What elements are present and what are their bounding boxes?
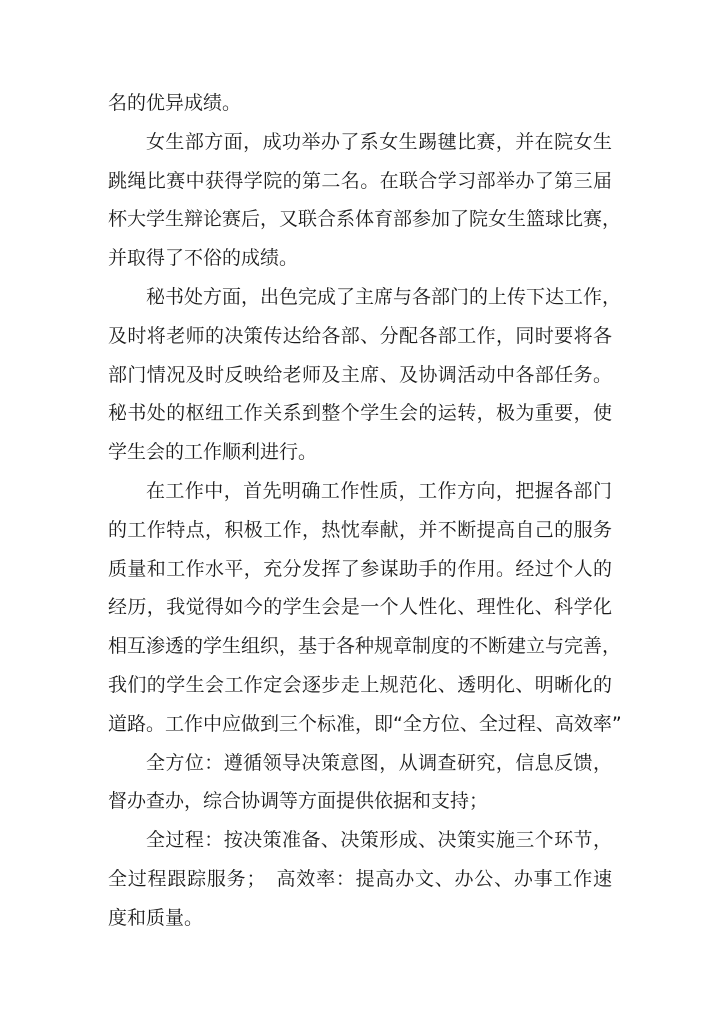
text-line: 女生部方面，成功举办了系女生踢毽比赛，并在院女生 — [146, 130, 612, 153]
document-body — [108, 84, 622, 938]
text-line: 度和质量。 — [108, 906, 204, 929]
text-line: 秘书处的枢纽工作关系到整个学生会的运转，极为重要，使 — [108, 402, 612, 425]
text-line: 质量和工作水平，充分发挥了参谋助手的作用。经过个人的 — [108, 557, 612, 580]
paragraph-secretariat — [108, 278, 622, 472]
text-line: 我们的学生会工作定会逐步走上规范化、透明化、明晰化的 — [108, 673, 612, 696]
text-line: 的工作特点，积极工作，热忱奉献，并不断提高自己的服务 — [108, 518, 612, 541]
paragraph-work — [108, 472, 622, 744]
text-line: 秘书处方面，出色完成了主席与各部门的上传下达工作， — [146, 285, 622, 308]
paragraph-continuation — [108, 84, 612, 123]
paragraph-whole-process — [108, 821, 612, 937]
text-line: 全过程：按决策准备、决策形成、决策实施三个环节， — [146, 829, 612, 852]
text-line: 杯大学生辩论赛后，又联合系体育部参加了院女生篮球比赛， — [108, 208, 622, 231]
text-line: 经历，我觉得如今的学生会是一个人性化、理性化、科学化 — [108, 596, 612, 619]
text-line: 学生会的工作顺利进行。 — [108, 441, 318, 464]
text-line: 督办查办，综合协调等方面提供依据和支持； — [108, 790, 489, 813]
text-line: 部门情况及时反映给老师及主席、及协调活动中各部任务。 — [108, 363, 612, 386]
text-line: 并取得了不俗的成绩。 — [108, 247, 299, 270]
text-line: 道路。工作中应做到三个标准，即“全方位、全过程、高效率” — [108, 712, 622, 735]
text-line: 在工作中，首先明确工作性质，工作方向，把握各部门 — [146, 479, 612, 502]
text-line: 跳绳比赛中获得学院的第二名。在联合学习部举办了第三届 — [108, 169, 612, 192]
text-line: 全过程跟踪服务； 高效率：提高办文、办公、办事工作速 — [108, 867, 612, 890]
paragraph-all-aspects — [108, 744, 612, 822]
text-line: 及时将老师的决策传达给各部、分配各部工作，同时要将各 — [108, 324, 612, 347]
text-line: 全方位：遵循领导决策意图，从调查研究，信息反馈， — [146, 751, 612, 774]
text-line: 名的优异成绩。 — [108, 92, 242, 114]
text-line: 相互渗透的学生组织，基于各种规章制度的不断建立与完善， — [108, 635, 622, 658]
paragraph-girls-department — [108, 123, 622, 278]
